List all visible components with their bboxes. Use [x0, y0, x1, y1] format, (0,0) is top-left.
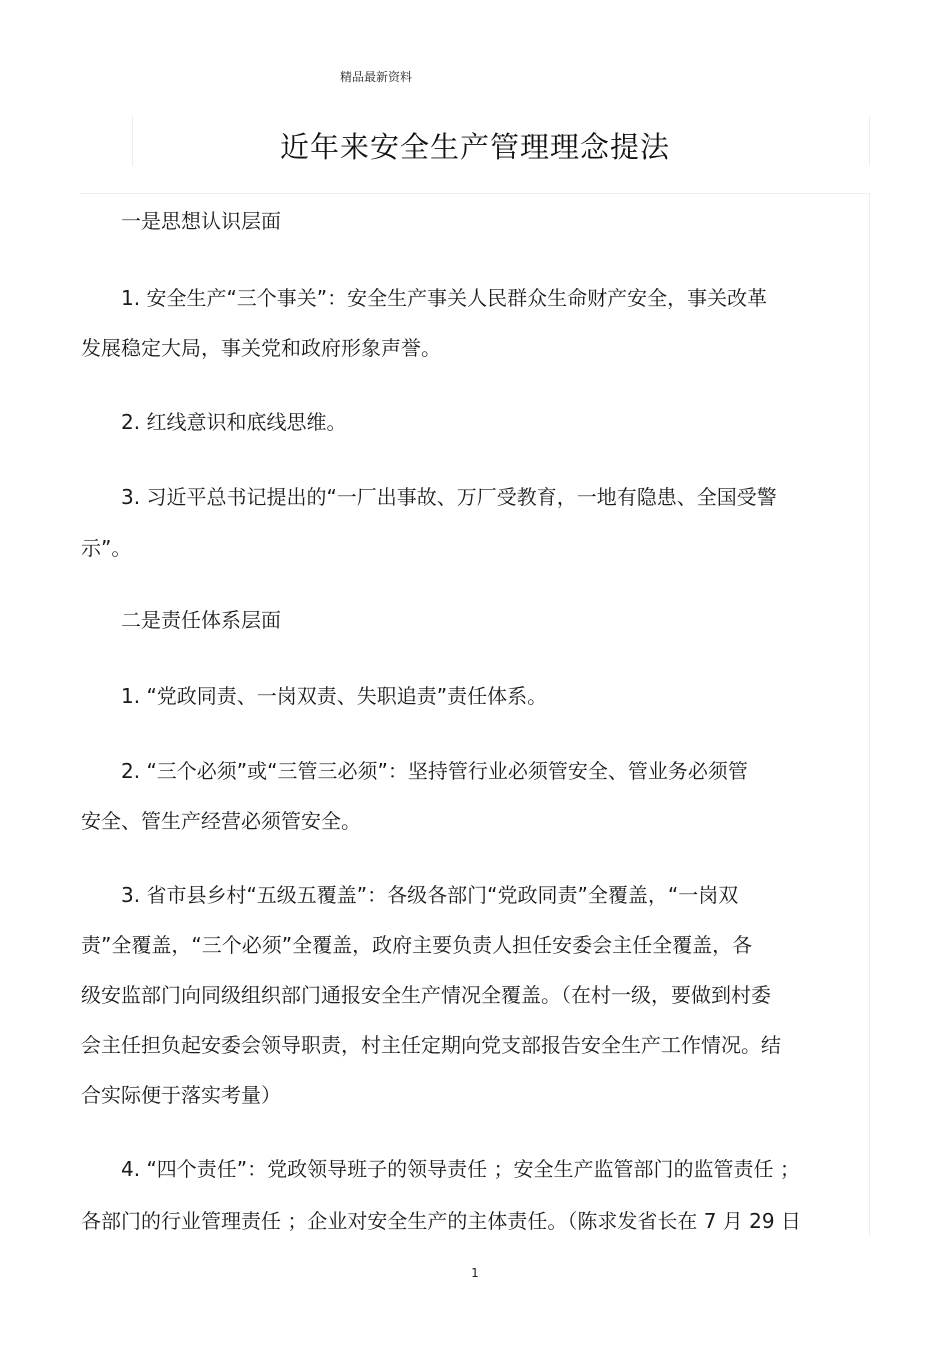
paragraph-line: 安全、管生产经营必须管安全。 — [81, 809, 361, 833]
paragraph-line: 2. “三个必须”或“三管三必须”：坚持管行业必须管安全、管业务必须管 — [121, 759, 748, 783]
paragraph-line: 示”。 — [81, 536, 132, 560]
section-heading-1: 一是思想认识层面 — [121, 209, 281, 233]
paragraph-line: 1. 安全生产“三个事关”：安全生产事关人民群众生命财产安全，事关改革 — [121, 286, 768, 310]
paragraph-line: 责”全覆盖，“三个必须”全覆盖，政府主要负责人担任安委会主任全覆盖，各 — [81, 933, 753, 957]
paragraph-line: 各部门的行业管理责任 ；企业对安全生产的主体责任。（陈求发省长在 7 月 29 日 — [81, 1209, 801, 1233]
paragraph-line: 1. “党政同责、一岗双责、失职追责”责任体系。 — [121, 684, 548, 708]
paragraph-line: 2. 红线意识和底线思维。 — [121, 410, 347, 434]
paragraph-line: 会主任担负起安委会领导职责，村主任定期向党支部报告安全生产工作情况。结 — [81, 1033, 781, 1057]
paragraph-line: 发展稳定大局，事关党和政府形象声誉。 — [81, 336, 441, 360]
paragraph-line: 合实际便于落实考量） — [81, 1083, 281, 1107]
page-number: 1 — [471, 1266, 479, 1280]
section-heading-2: 二是责任体系层面 — [121, 608, 281, 632]
header-note: 精品最新资料 — [340, 70, 413, 84]
paragraph-line: 级安监部门向同级组织部门通报安全生产情况全覆盖。（在村一级，要做到村委 — [81, 983, 771, 1007]
paragraph-line: 3. 习近平总书记提出的“一厂出事故、万厂受教育，一地有隐患、全国受警 — [121, 485, 777, 509]
paragraph-line: 4. “四个责任”：党政领导班子的领导责任 ；安全生产监管部门的监管责任 ； — [121, 1157, 800, 1181]
paragraph-line: 3. 省市县乡村“五级五覆盖”：各级各部门“党政同责”全覆盖，“一岗双 — [121, 883, 739, 907]
page-title: 近年来安全生产管理理念提法 — [279, 130, 670, 164]
